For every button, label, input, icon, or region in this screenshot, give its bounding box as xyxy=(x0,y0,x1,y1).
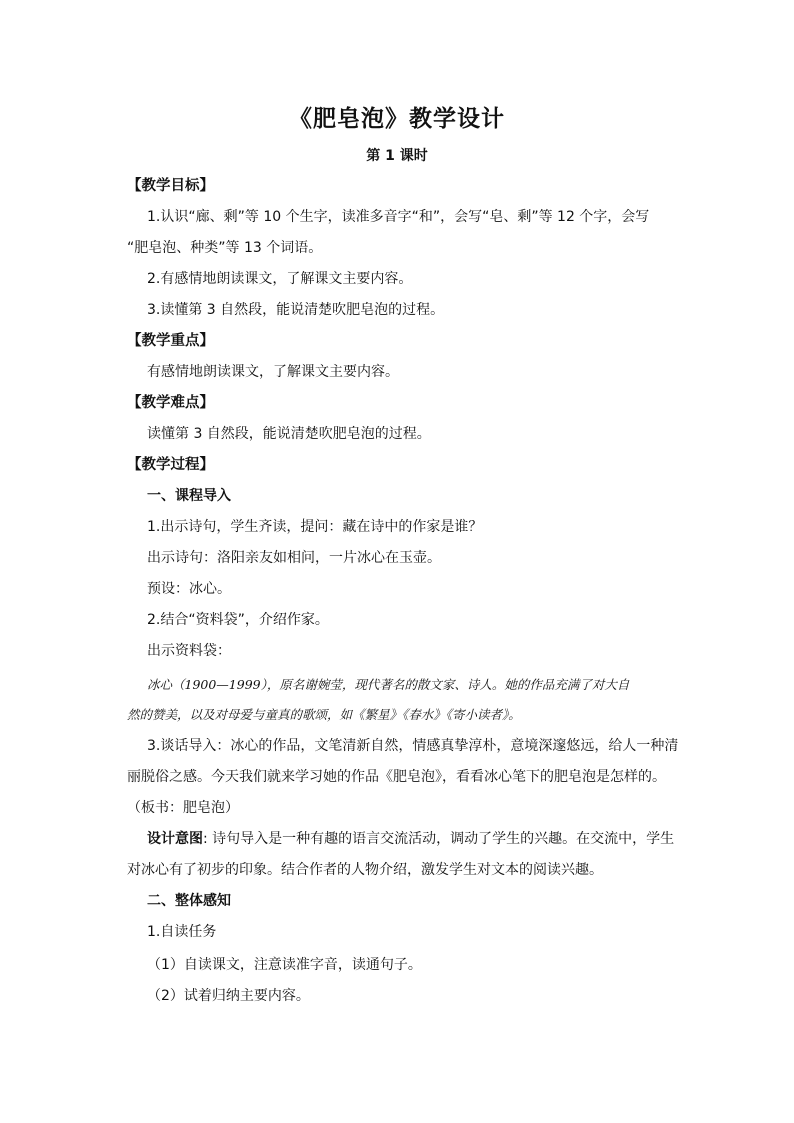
key-points-heading: 【教学重点】 xyxy=(127,333,214,349)
part2-line-1: 1.自读任务 xyxy=(147,924,217,940)
lesson-subtitle: 第 1 课时 xyxy=(366,148,428,164)
difficulties-heading: 【教学难点】 xyxy=(127,395,214,411)
difficulties-text: 读懂第 3 自然段，能说清楚吹肥皂泡的过程。 xyxy=(147,426,431,442)
resource-quote-line-1: 冰心（1900—1999），原名谢婉莹，现代著名的散文家、诗人。她的作品充满了对大自 xyxy=(147,677,630,692)
objective-item-1-line-1: 1.认识“廊、剩”等 10 个生字，读准多音字“和”，会写“皂、剩”等 12 个字，会写 xyxy=(147,209,650,225)
key-points-text: 有感情地朗读课文，了解课文主要内容。 xyxy=(147,364,399,380)
process-heading: 【教学过程】 xyxy=(127,457,214,473)
objective-item-2: 2.有感情地朗读课文，了解课文主要内容。 xyxy=(147,271,413,287)
design-intent-line-2: 对冰心有了初步的印象。结合作者的人物介绍，激发学生对文本的阅读兴趣。 xyxy=(127,862,603,878)
objective-item-3: 3.读懂第 3 自然段，能说清楚吹肥皂泡的过程。 xyxy=(147,302,445,318)
design-intent-line-1 xyxy=(147,829,674,849)
part1-line-5: 出示资料袋： xyxy=(147,643,231,659)
part2-line-3: （2）试着归纳主要内容。 xyxy=(147,988,310,1004)
part1-line-3: 预设：冰心。 xyxy=(147,581,231,597)
part1-line-1: 1.出示诗句，学生齐读，提问：藏在诗中的作家是谁？ xyxy=(147,519,483,535)
part1-line-2: 出示诗句：洛阳亲友如相问，一片冰心在玉壶。 xyxy=(147,550,441,566)
page-title: 《肥皂泡》教学设计 xyxy=(289,105,505,132)
part1-heading: 一、课程导入 xyxy=(147,488,231,504)
objectives-heading: 【教学目标】 xyxy=(127,178,214,194)
part2-line-2: （1）自读课文，注意读准字音，读通句子。 xyxy=(147,957,422,973)
objective-item-1-line-2: “肥皂泡、种类”等 13 个词语。 xyxy=(127,240,323,256)
design-intent-label: 设计意图 xyxy=(147,831,203,847)
part1-line-7: 丽脱俗之感。今天我们就来学习她的作品《肥皂泡》，看看冰心笔下的肥皂泡是怎样的。 xyxy=(127,769,666,785)
design-intent-text: : 诗句导入是一种有趣的语言交流活动，调动了学生的兴趣。在交流中，学生 xyxy=(203,831,675,847)
resource-quote-line-2: 然的赞美，以及对母爱与童真的歌颂，如《繁星》《春水》《寄小读者》。 xyxy=(127,707,521,722)
part1-line-4: 2.结合“资料袋”，介绍作家。 xyxy=(147,612,329,628)
part1-line-8: （板书：肥皂泡） xyxy=(127,800,239,816)
part1-line-6: 3.谈话导入：冰心的作品，文笔清新自然，情感真挚淳朴，意境深邃悠远，给人一种清 xyxy=(147,738,679,754)
part2-heading: 二、整体感知 xyxy=(147,893,231,909)
